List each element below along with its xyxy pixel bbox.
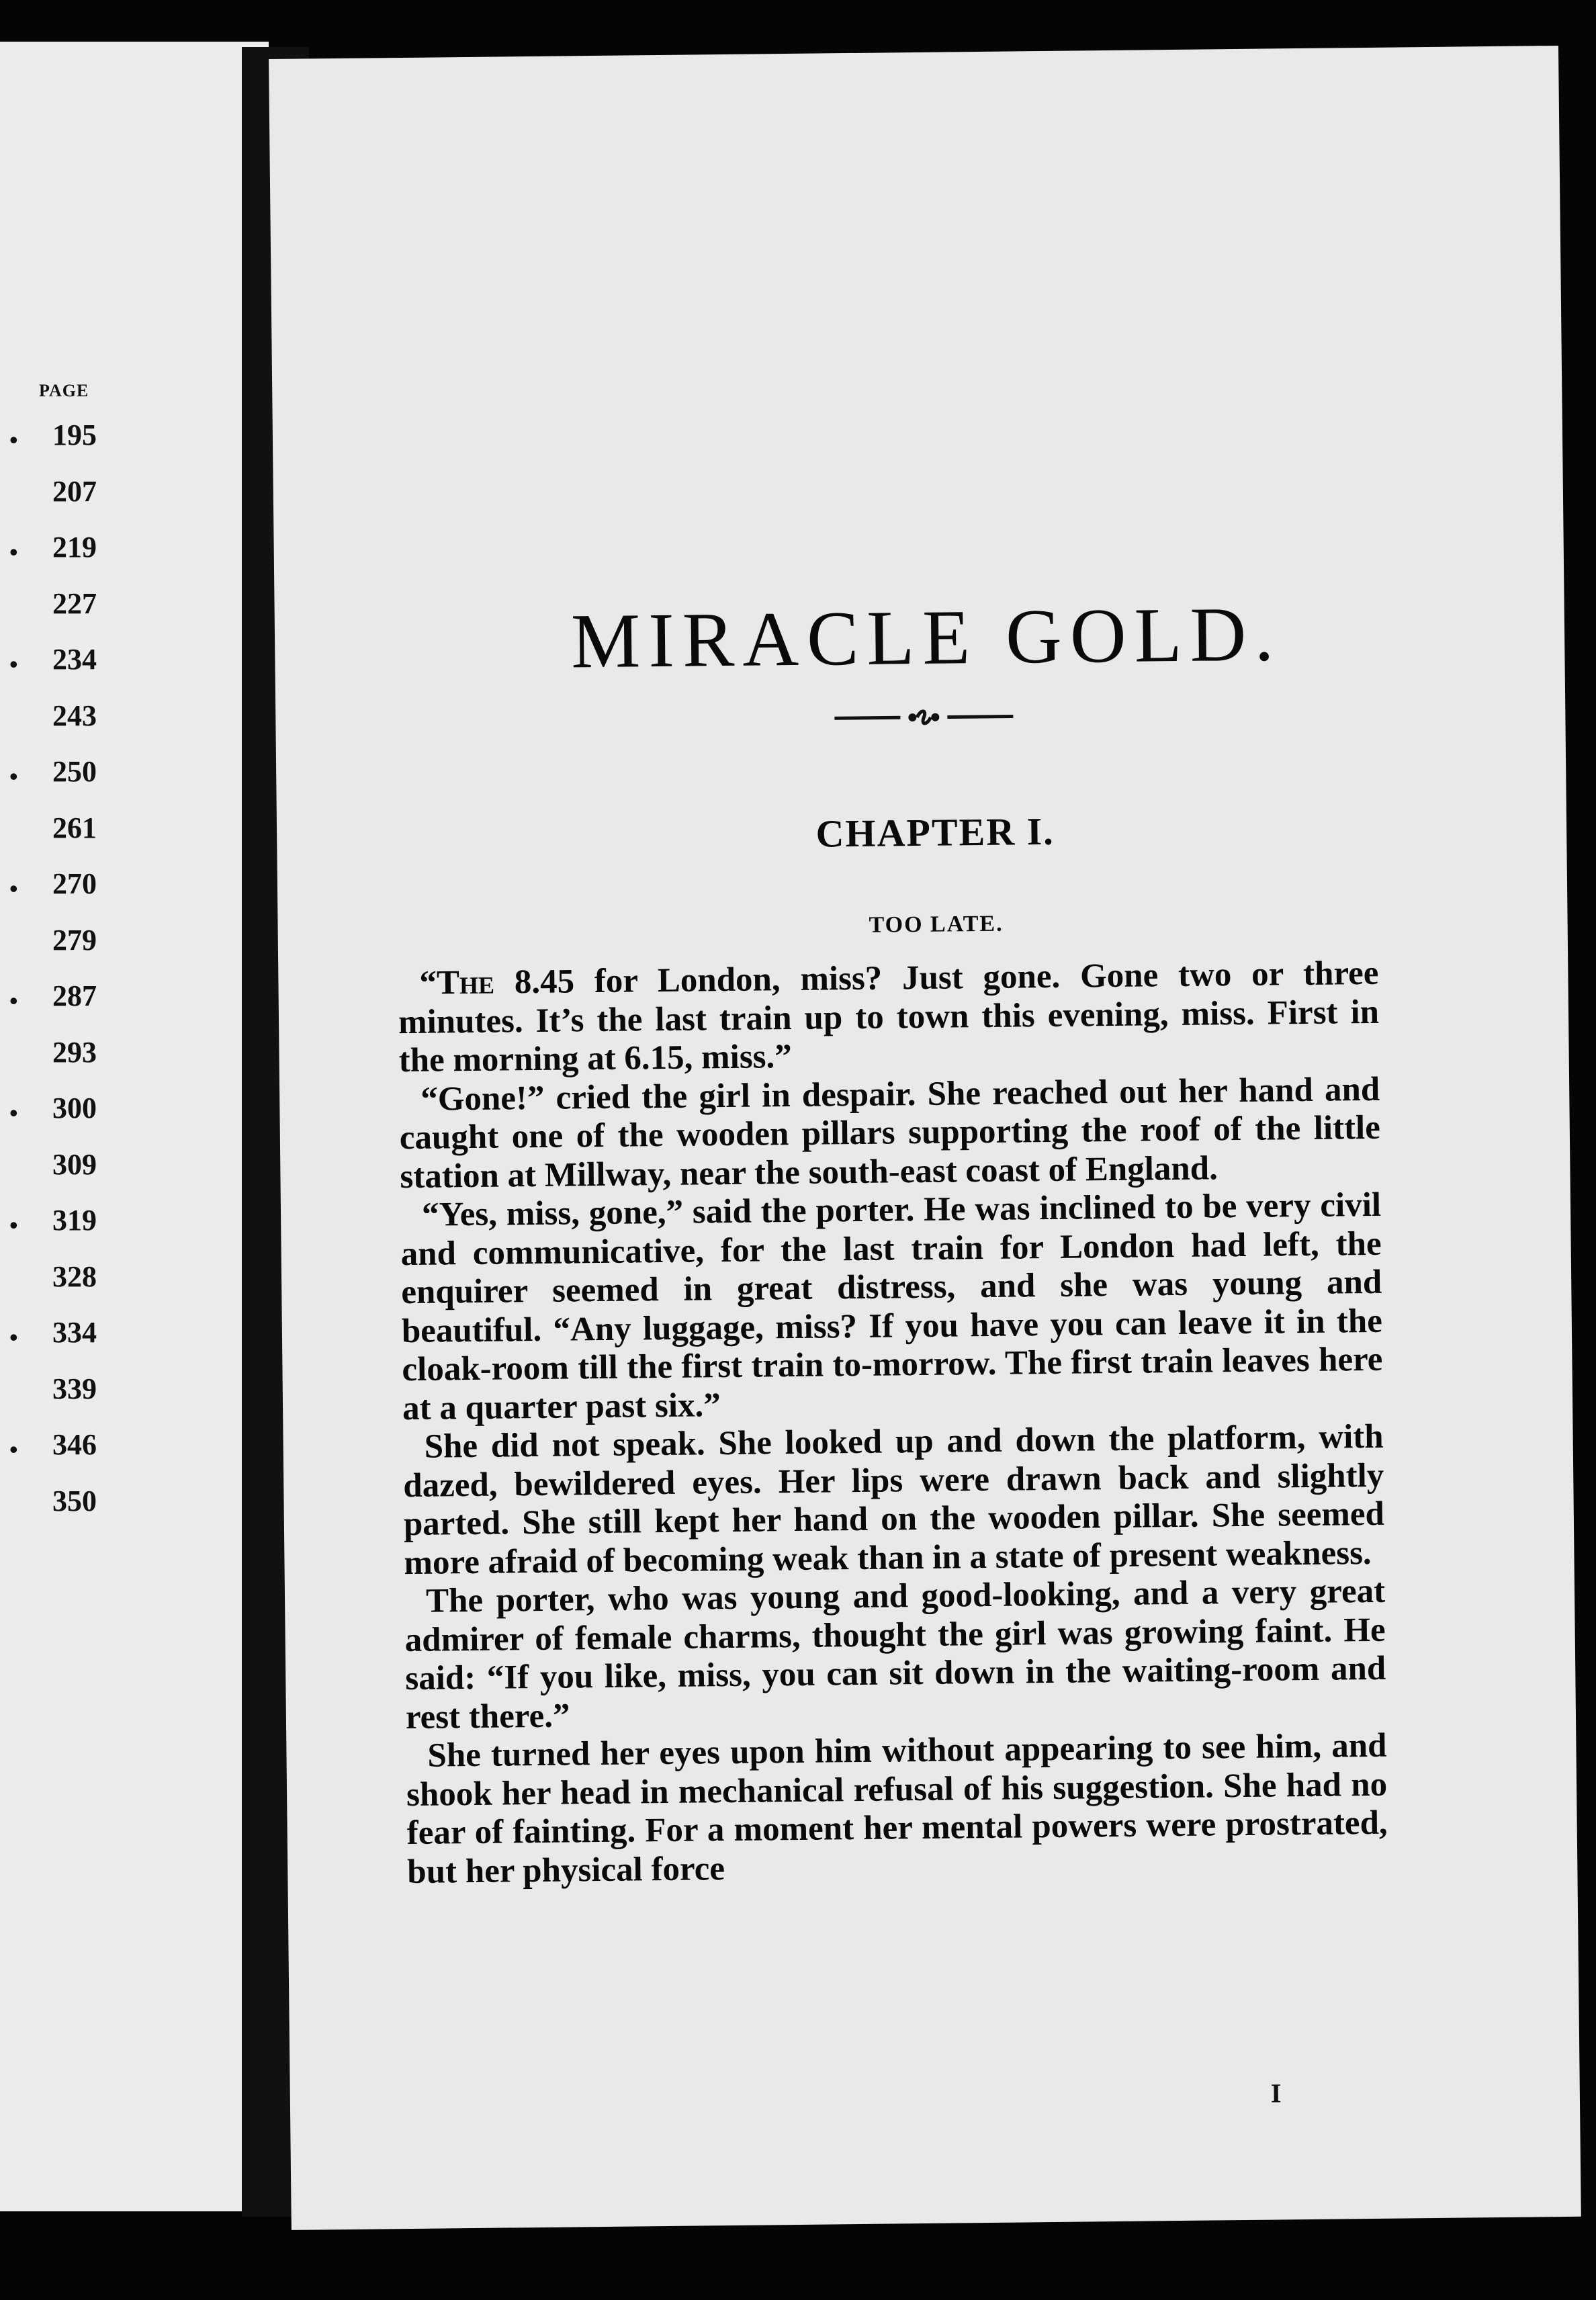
toc-page-number: 219 <box>52 531 97 564</box>
toc-bullet: • <box>9 763 18 790</box>
page-number: I <box>1270 2078 1282 2109</box>
toc-page-number: 261 <box>52 811 97 844</box>
toc-bullet: • <box>9 651 18 678</box>
left-page <box>0 42 269 2211</box>
toc-row <box>0 418 107 458</box>
toc-page-number: 243 <box>52 699 97 732</box>
toc-page-number: 270 <box>52 867 97 900</box>
paragraph-2: “Gone!” cried the girl in despair. She reached out her hand and caught one of the wooden pillars supporting the roof of the little station at Millway, near the south-east coast of England. <box>399 1070 1381 1196</box>
toc-page-number: 195 <box>52 418 97 451</box>
right-page <box>269 46 1581 2230</box>
chapter-subtitle: TOO LATE. <box>869 911 1004 938</box>
toc-row <box>0 754 107 795</box>
toc-header: PAGE <box>39 381 89 400</box>
toc-page-number: 339 <box>52 1372 97 1405</box>
opening-word: “The <box>419 963 495 1002</box>
toc-row <box>0 1427 107 1468</box>
chapter-heading: CHAPTER I. <box>815 809 1055 856</box>
toc-row <box>0 811 107 851</box>
toc-row <box>0 642 107 682</box>
ornament-divider-icon <box>833 704 1014 730</box>
toc-row <box>0 1372 107 1412</box>
body-text <box>398 955 1388 1892</box>
toc-bullet: • <box>9 987 18 1014</box>
toc-bullet: • <box>9 1100 18 1126</box>
toc-page-number: 300 <box>52 1092 97 1124</box>
toc-page-number: 319 <box>52 1204 97 1237</box>
toc-row <box>0 1147 107 1188</box>
toc-bullet: • <box>9 1324 18 1351</box>
toc-row <box>0 979 107 1019</box>
toc-bullet: • <box>9 1212 18 1239</box>
toc-row <box>0 1259 107 1300</box>
toc-page-number: 279 <box>52 923 97 957</box>
toc-page-number: 227 <box>52 586 97 620</box>
toc-page-number: 346 <box>52 1428 97 1461</box>
toc-bullet: • <box>9 539 18 566</box>
toc-page-number: 287 <box>52 979 97 1012</box>
toc-row <box>0 1035 107 1075</box>
toc-bullet: • <box>9 427 18 453</box>
toc-page-number: 234 <box>52 643 97 676</box>
toc-row <box>0 1484 107 1524</box>
paragraph-1 <box>398 955 1380 1081</box>
toc-page-number: 250 <box>52 755 97 788</box>
toc-page-number: 334 <box>52 1316 97 1349</box>
toc-page-number: 350 <box>52 1484 97 1517</box>
toc-bullet: • <box>9 875 18 902</box>
toc-row <box>0 867 107 907</box>
book-title: MIRACLE GOLD. <box>570 591 1282 685</box>
toc-page-number: 309 <box>52 1147 97 1181</box>
paragraph-4: She did not speak. She looked up and down the platform, with dazed, bewildered eyes. Her lips were drawn back and slightly parted. She still kept her hand on the wooden pillar. She seemed more afraid of becoming weak than in a state of present weakness. <box>403 1417 1385 1582</box>
paragraph-3: “Yes, miss, gone,” said the porter. He was inclined to be very civil and communicative, for the last train for London had left, the enquirer seemed in great distress, and she was young and beautiful. “Any luggage, miss? If you have you can leave it in the cloak-room till the first train to-morrow. The first train leaves here at a quarter past six.” <box>400 1186 1383 1427</box>
toc-row <box>0 474 107 515</box>
toc-bullet: • <box>9 1436 18 1463</box>
toc-row <box>0 586 107 627</box>
toc-row <box>0 1203 107 1243</box>
toc-row <box>0 1315 107 1356</box>
toc-row <box>0 1091 107 1131</box>
paragraph-5: The porter, who was young and good-looking, and a very great admirer of female charms, thought the girl was growing faint. He said: “If you like, miss, you can sit down in the waiting-room and rest there.” <box>404 1572 1386 1736</box>
toc-row <box>0 923 107 963</box>
toc-row <box>0 699 107 739</box>
toc-page-number: 293 <box>52 1035 97 1069</box>
toc-page-number: 328 <box>52 1259 97 1293</box>
paragraph-1-text: 8.45 for London, miss? Just gone. Gone two or three minutes. It’s the last train up to town this evening, miss. First in the morning at 6.15, miss.” <box>398 954 1380 1080</box>
toc-row <box>0 530 107 570</box>
paragraph-6: She turned her eyes upon him without appearing to see him, and shook her head in mechanical refusal of his suggestion. She had no fear of fainting. For a moment her mental powers were prostrated, but her physical force <box>406 1726 1388 1891</box>
toc-page-number: 207 <box>52 474 97 508</box>
